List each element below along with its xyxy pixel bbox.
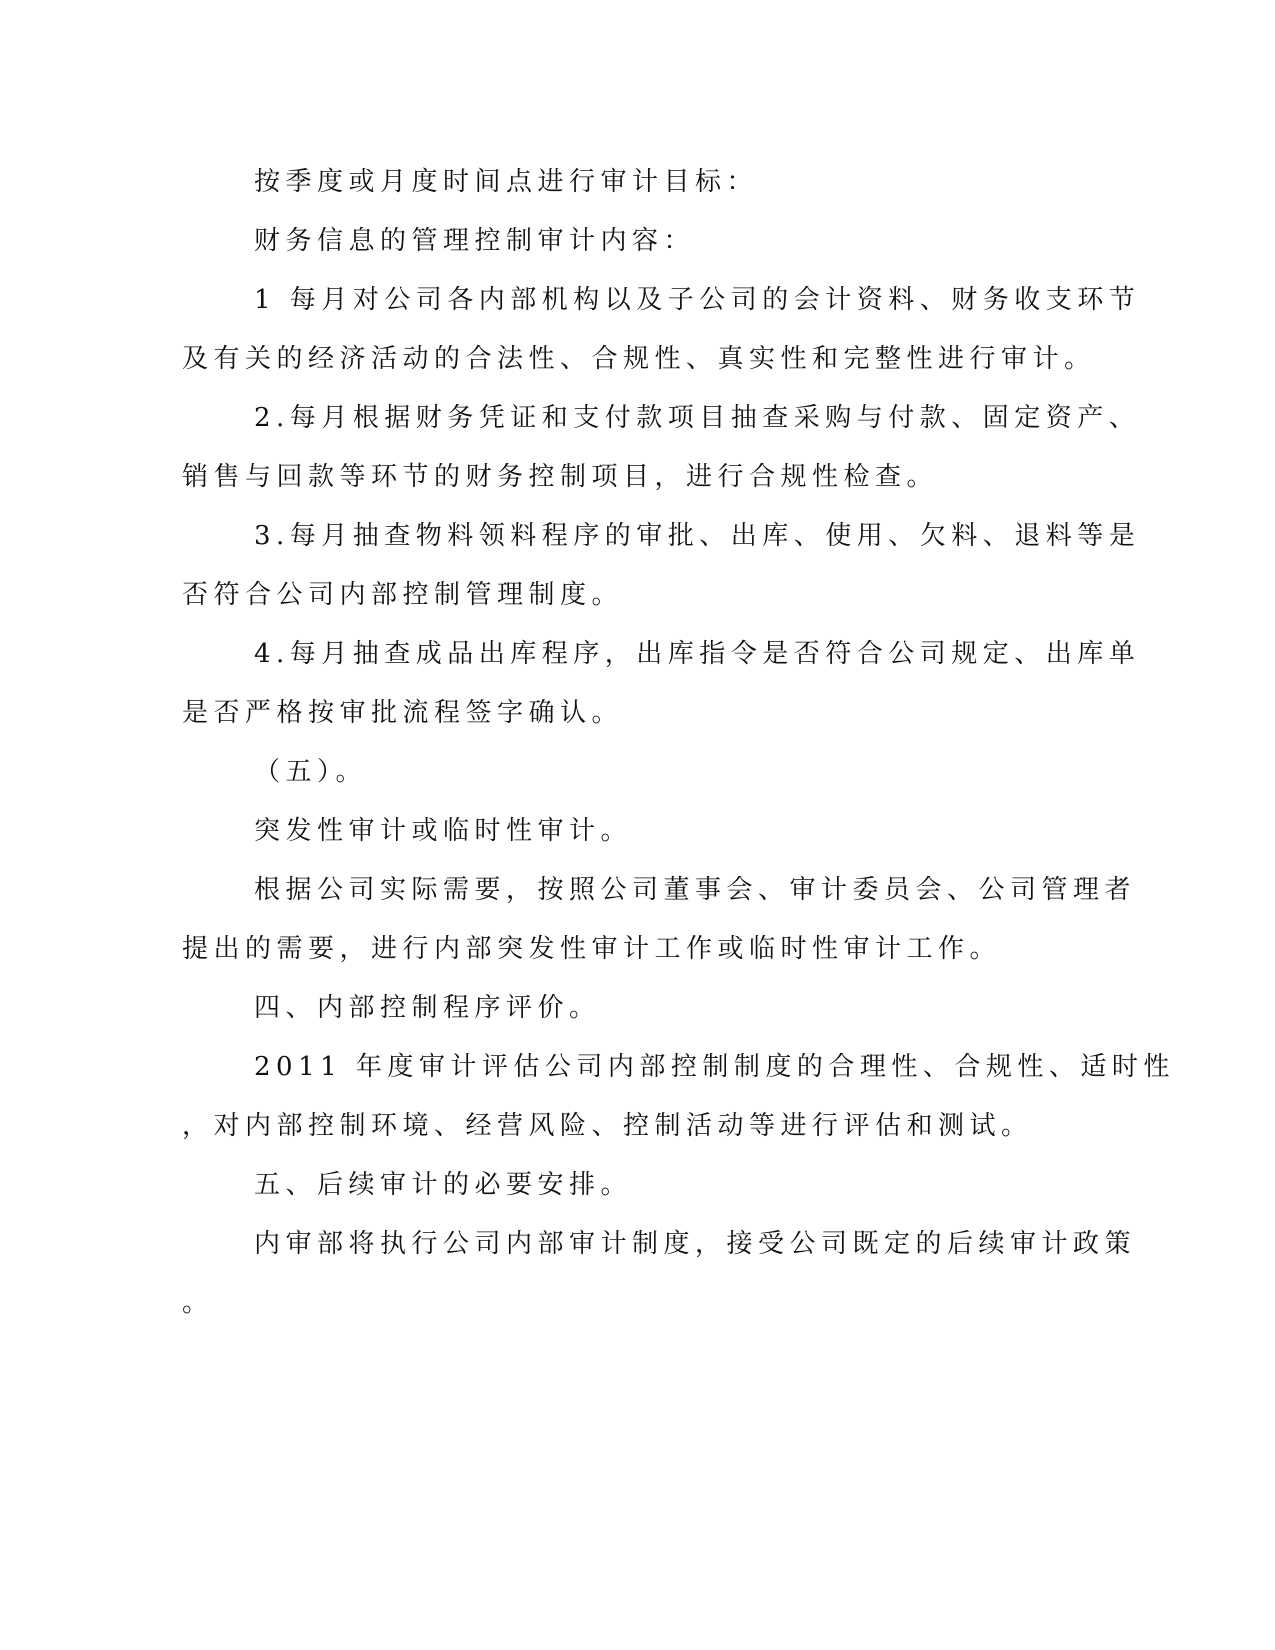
text-line: 根据公司实际需要，按照公司董事会、审计委员会、公司管理者 bbox=[254, 875, 1137, 905]
text-line: 3.每月抽查物料领料程序的审批、出库、使用、欠料、退料等是 bbox=[254, 521, 1141, 551]
text-line: 2011 年度审计评估公司内部控制制度的合理性、合规性、适时性 bbox=[254, 1052, 1175, 1082]
text-line: 内审部将执行公司内部审计制度，接受公司既定的后续审计政策 bbox=[254, 1229, 1137, 1259]
text-line: 财务信息的管理控制审计内容： bbox=[254, 226, 696, 256]
text-line: 4.每月抽查成品出库程序，出库指令是否符合公司规定、出库单 bbox=[254, 639, 1141, 669]
text-line: 。 bbox=[182, 1288, 214, 1318]
text-line: 四、内部控制程序评价。 bbox=[254, 993, 601, 1023]
text-line: ，对内部控制环境、经营风险、控制活动等进行评估和测试。 bbox=[182, 1111, 1033, 1141]
text-line: （五）。 bbox=[254, 757, 368, 787]
text-line: 提出的需要，进行内部突发性审计工作或临时性审计工作。 bbox=[182, 934, 1002, 964]
text-line: 突发性审计或临时性审计。 bbox=[254, 816, 633, 846]
text-line: 销售与回款等环节的财务控制项目，进行合规性检查。 bbox=[182, 462, 939, 492]
text-line: 及有关的经济活动的合法性、合规性、真实性和完整性进行审计。 bbox=[182, 344, 1096, 374]
text-line: 2.每月根据财务凭证和支付款项目抽查采购与付款、固定资产、 bbox=[254, 403, 1141, 433]
text-line: 按季度或月度时间点进行审计目标： bbox=[254, 167, 759, 197]
text-line: 否符合公司内部控制管理制度。 bbox=[182, 580, 624, 610]
text-line: 1 每月对公司各内部机构以及子公司的会计资料、财务收支环节 bbox=[254, 285, 1141, 315]
text-line: 是否严格按审批流程签字确认。 bbox=[182, 698, 624, 728]
text-line: 五、后续审计的必要安排。 bbox=[254, 1170, 633, 1200]
